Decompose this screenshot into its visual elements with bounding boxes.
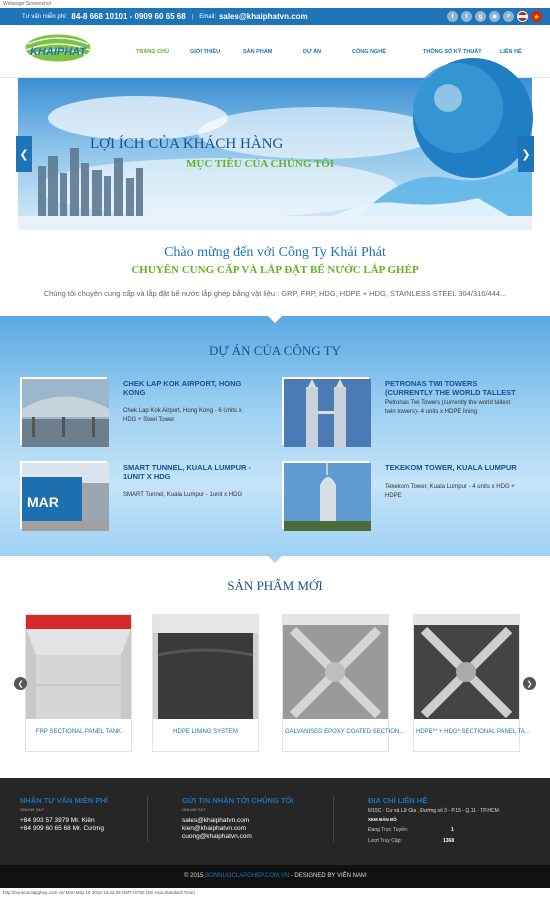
product-card[interactable] — [25, 614, 132, 752]
project-card[interactable] — [20, 377, 260, 447]
site-link[interactable]: BONNUOCLAPGHEP.COM.VN — [205, 873, 290, 879]
hotline-number[interactable]: 84-8 668 10101 - 0909 60 65 68 — [71, 12, 186, 21]
email-line[interactable]: sales@khaiphatvn.com — [182, 817, 250, 824]
copyright-prefix: © 2015 — [184, 873, 204, 879]
nav-products[interactable]: SẢN PHẨM — [243, 49, 273, 55]
product-name[interactable]: GALVANISED EPOXY COATED SECTION... — [285, 729, 405, 735]
welcome-title: Chào mừng đến với Công Ty Khải Phát — [164, 245, 386, 260]
product-card[interactable] — [282, 614, 405, 752]
product-name[interactable]: HDPE LINING SYSTEM — [173, 729, 238, 735]
flag-vn-icon[interactable]: ★ — [531, 11, 542, 22]
logo-text: KHAIPHAT — [29, 46, 87, 58]
map-link[interactable]: XEM BẢN ĐỒ — [368, 817, 397, 822]
top-bar — [0, 8, 550, 25]
footer-heading: NHẬN TƯ VẤN MIỄN PHÍ — [20, 796, 108, 805]
project-title[interactable]: PETRONAS TWI TOWERS (CURRENTLY THE WORLD TALLEST — [385, 379, 516, 397]
nav-technology[interactable]: CÔNG NGHỆ — [352, 49, 386, 55]
online-count: 1 — [451, 827, 454, 833]
project-card[interactable] — [282, 461, 522, 531]
project-image[interactable] — [282, 461, 369, 529]
product-image[interactable] — [283, 615, 388, 719]
section-notch — [268, 316, 282, 323]
footer-email — [182, 796, 293, 841]
product-card[interactable] — [152, 614, 259, 752]
copyright-bar — [0, 865, 550, 888]
nav-specs[interactable]: THÔNG SỐ KỸ THUẬT — [423, 49, 482, 55]
social-icons — [447, 11, 542, 22]
google-plus-icon[interactable]: g — [475, 11, 486, 22]
email-label: Email: — [199, 13, 216, 20]
project-card[interactable] — [282, 377, 522, 447]
projects-title: DỰ ÁN CỦA CÔNG TY — [209, 343, 341, 358]
footer-divider — [147, 796, 148, 842]
logo[interactable] — [18, 30, 98, 72]
online-label: Đang Trực Tuyến: — [368, 827, 409, 833]
project-title[interactable]: SMART TUNNEL, KUALA LUMPUR - 1UNIT X HDG — [123, 463, 252, 481]
products-next-button[interactable] — [523, 677, 536, 690]
rss-icon[interactable]: ◉ — [489, 11, 500, 22]
email-link[interactable]: sales@khaiphatvn.com — [218, 12, 308, 21]
slider-next-button[interactable] — [518, 136, 534, 172]
project-description: SMART Tunnel, Kuala Lumpur - 1unit x HDG — [123, 492, 243, 498]
phone-line[interactable]: +84 903 57 3979 Mr. Kiên — [20, 817, 95, 824]
products-title: SẢN PHẨM MỚI — [227, 578, 323, 593]
welcome-subtitle: CHUYÊN CUNG CẤP VÀ LẮP ĐẶT BỂ NƯỚC LẮP GHÉP — [131, 264, 419, 276]
nav-projects[interactable]: DỰ ÁN — [303, 49, 322, 55]
footer-hotline — [20, 796, 108, 833]
footer-sub: ONLINE 24/7 — [182, 807, 206, 812]
visits-label: Lượt Truy Cập: — [368, 838, 402, 844]
footer — [0, 778, 550, 865]
product-name[interactable]: FRP SECTIONAL PANEL TANK — [35, 729, 122, 735]
product-card[interactable] — [413, 614, 530, 752]
separator: | — [191, 13, 194, 20]
project-image[interactable] — [20, 377, 107, 445]
window-caption: Webpage Screenshot — [0, 0, 550, 8]
footer-sub: ONLINE 24/7 — [20, 807, 44, 812]
footer-divider — [333, 796, 334, 842]
email-line[interactable]: kien@khaiphatvn.com — [182, 825, 247, 832]
project-card[interactable] — [20, 461, 260, 531]
project-title[interactable]: CHEK LAP KOK AIRPORT, HONG KONG — [123, 379, 242, 397]
chevron-left-icon: ❮ — [19, 148, 29, 161]
twitter-icon[interactable]: t — [461, 11, 472, 22]
footer-heading: GỬI TIN NHẮN TỚI CHÚNG TÔI — [182, 796, 294, 805]
facebook-icon[interactable]: f — [447, 11, 458, 22]
hero-subtitle: MỤC TIÊU CỦA CHÚNG TÔI — [186, 158, 335, 170]
project-image[interactable] — [282, 377, 369, 445]
project-description: Petronas Twi Towers (currently the world tallest twin towers)- 4 units x HDPE lining — [385, 400, 511, 415]
hero-title: LỢI ÍCH CỦA KHÁCH HÀNG — [90, 136, 284, 152]
chevron-right-icon: ❯ — [521, 148, 531, 161]
product-name[interactable]: HDPE** + HDG* SECTIONAL PANEL TA... — [416, 729, 530, 735]
slider-prev-button[interactable] — [16, 136, 32, 172]
hotline-label: Tư vấn miễn phí: — [22, 13, 68, 20]
search-icon[interactable]: ⌕ — [503, 11, 514, 22]
chevron-right-icon: ❯ — [526, 680, 533, 688]
designer-credit: - DESIGNED BY VIỄN NAM — [290, 873, 366, 879]
product-image[interactable] — [26, 615, 131, 719]
hero-image — [18, 78, 532, 230]
flag-en-icon[interactable] — [517, 11, 528, 22]
nav-contact[interactable]: LIÊN HỆ — [500, 49, 522, 55]
phone-line[interactable]: +84 909 60 65 68 Mr. Cường — [20, 825, 104, 832]
products-prev-button[interactable] — [14, 677, 27, 690]
svg-text:MAR: MAR — [27, 494, 59, 510]
nav-home[interactable]: TRANG CHỦ — [136, 49, 169, 55]
project-image[interactable] — [20, 461, 107, 529]
visits-count: 1368 — [443, 838, 455, 844]
hero-slider — [18, 78, 532, 230]
chevron-left-icon: ❮ — [17, 680, 24, 688]
nav-about[interactable]: GIỚI THIỆU — [190, 49, 221, 55]
project-description: Chek Lap Kok Airport, Hong Kong - 6 Units x HDG + Steel Tower — [123, 408, 242, 423]
project-title[interactable]: TEKEKOM TOWER, KUALA LUMPUR — [385, 463, 517, 472]
section-notch-bottom — [268, 556, 282, 563]
email-line[interactable]: cuong@khaiphatvn.com — [182, 833, 252, 840]
product-image[interactable] — [414, 615, 519, 719]
status-caption: http://bonnuoclapghep.com.vn/ Mon May 16 2016 16:42:36 GMT+0700 (SE Asia Standard Time) — [0, 888, 550, 898]
product-image[interactable] — [153, 615, 258, 719]
address-text: 6/15C - Cư xá Lữ Gia , Đường số 3 - P.15 - Q.11 - TP.HCM — [368, 808, 499, 814]
projects-section — [0, 316, 550, 556]
footer-address — [368, 796, 538, 844]
project-description: Tekekom Tower, Kuala Lumpur - 4 units x HDG + HDPE — [385, 484, 515, 499]
footer-heading: ĐỊA CHỈ LIÊN HỆ — [368, 796, 428, 805]
intro-text: Chúng tôi chuyên cung cấp và lắp đặt bể nước lắp ghép bằng vật liệu : GRP, FRP, HDG, HDPE + HDG, STAINLESS STEEL 304/316/444... — [43, 289, 507, 298]
